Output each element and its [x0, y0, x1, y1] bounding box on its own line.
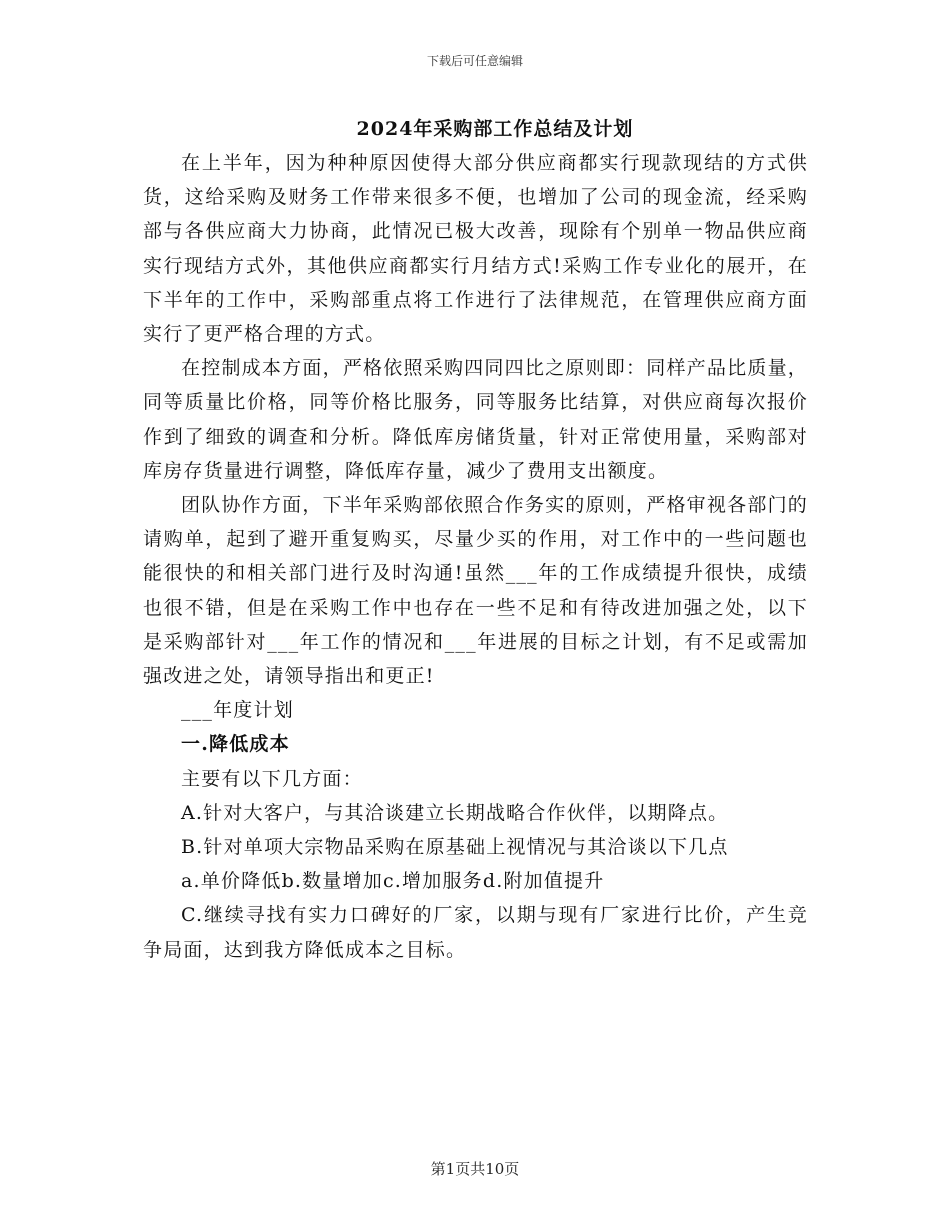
document-title: 2024年采购部工作总结及计划	[356, 118, 634, 140]
header-note: 下载后可任意编辑	[426, 54, 523, 68]
page-footer: 第1页共10页	[430, 1160, 520, 1178]
paragraph-first-half-review: 在上半年，因为种种原因使得大部分供应商都实行现款现结的方式供货，这给采购及财务工作带来很多不便，也增加了公司的现金流，经采购部与各供应商大力协商，此情况已极大改善，现除有个别单一物品供应商实行现结方式外，其他供应商都实行月结方式!采购工作专业化的展开，在下半年的工作中，采购部重点将工作进行了法律规范，在管理供应商方面实行了更严格合理的方式。	[143, 152, 808, 346]
list-item-a: A.针对大客户，与其洽谈建立长期战略合作伙伴，以期降点。	[181, 801, 729, 824]
paragraph-annual-plan: ___年度计划	[181, 699, 294, 722]
list-item-c: C.继续寻找有实力口碑好的厂家，以期与现有厂家进行比价，产生竞争局面，达到我方降低成本之目标。	[143, 904, 808, 961]
document-body	[143, 146, 808, 967]
paragraph-teamwork: 团队协作方面，下半年采购部依照合作务实的原则，严格审视各部门的请购单，起到了避开重复购买，尽量少买的作用，对工作中的一些问题也能很快的和相关部门进行及时沟通!虽然___年的工作成绩提升很快，成绩也很不错，但是在采购工作中也存在一些不足和有待改进加强之处，以下是采购部针对___年工作的情况和___年进展的目标之计划，有不足或需加强改进之处，请领导指出和更正!	[143, 494, 808, 688]
section-heading-reduce-cost: 一.降低成本	[181, 733, 290, 756]
list-item-b: B.针对单项大宗物品采购在原基础上视情况与其洽谈以下几点	[181, 836, 729, 859]
list-item-b-subpoints: a.单价降低b.数量增加c.增加服务d.附加值提升	[181, 870, 605, 893]
paragraph-cost-control: 在控制成本方面，严格依照采购四同四比之原则即：同样产品比质量，同等质量比价格，同等价格比服务，同等服务比结算，对供应商每次报价作到了细致的调查和分析。降低库房储货量，针对正常使用量，采购部对库房存货量进行调整，降低库存量，减少了费用支出额度。	[143, 357, 808, 482]
paragraph-main-aspects: 主要有以下几方面：	[181, 767, 363, 790]
